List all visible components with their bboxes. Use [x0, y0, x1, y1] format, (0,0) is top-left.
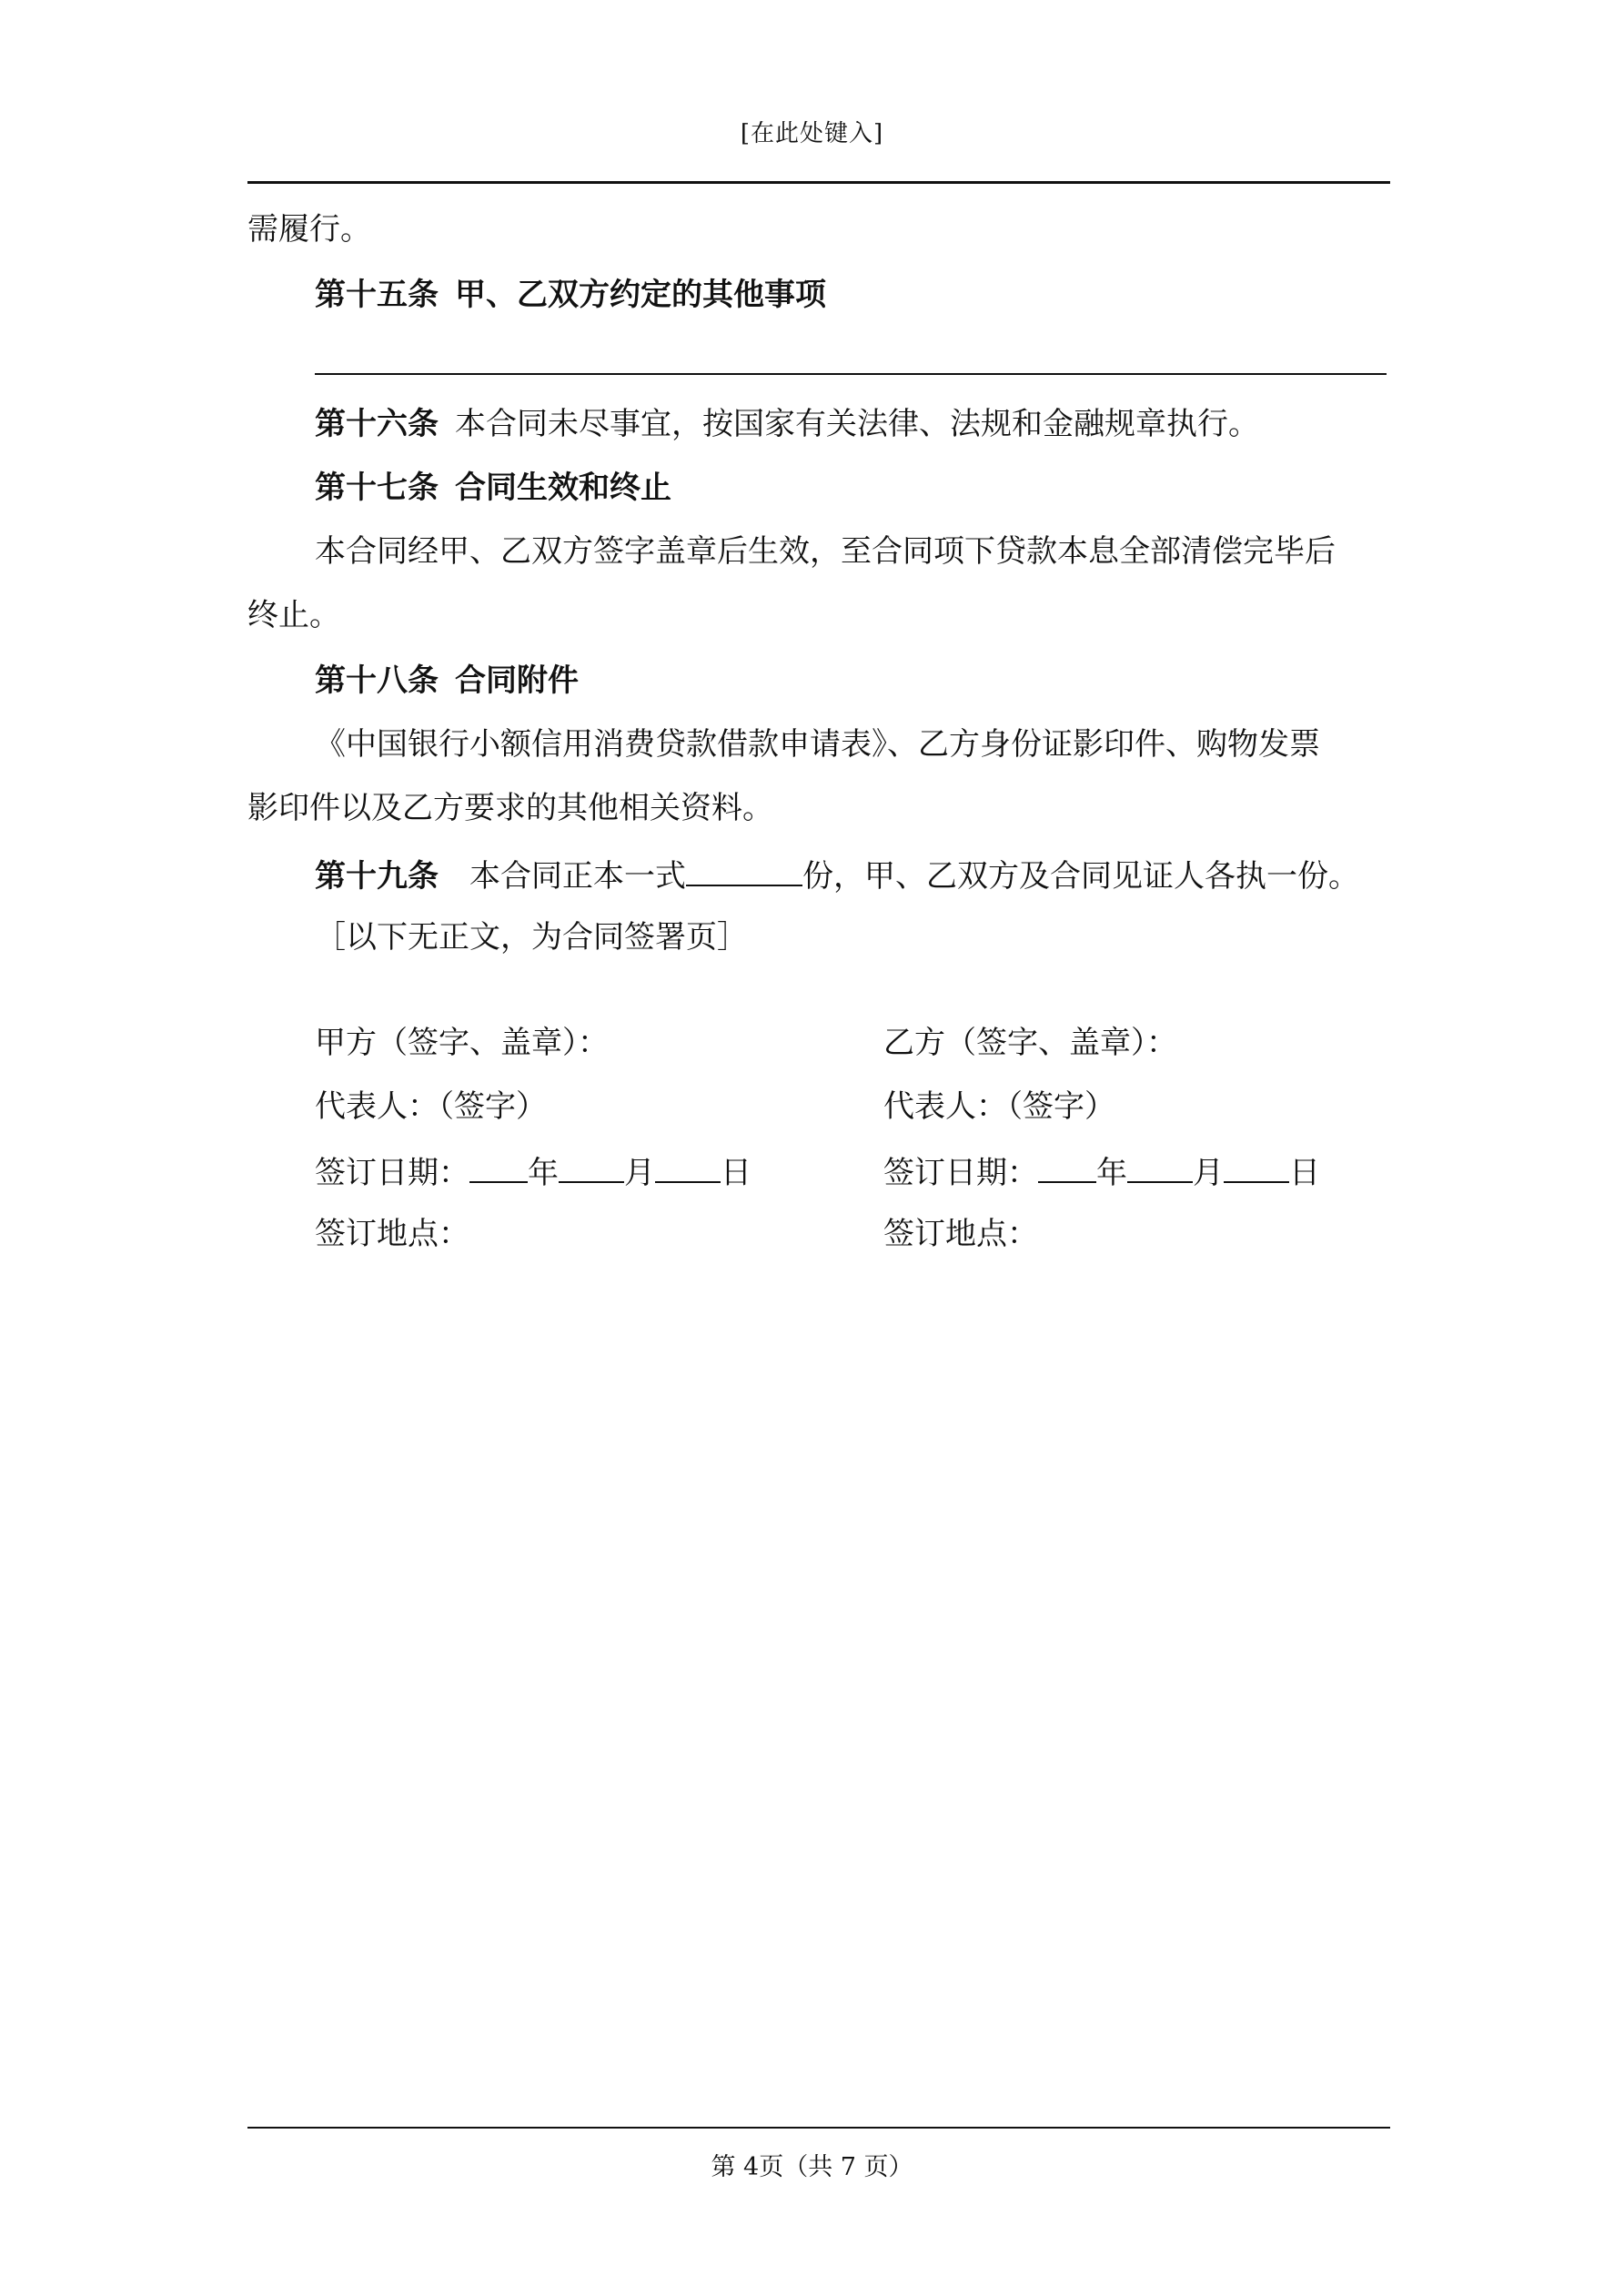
month-label: 月: [1193, 1155, 1224, 1191]
day-label: 日: [1289, 1155, 1320, 1191]
party-a-label: 甲方（签字、盖章）：: [315, 1025, 609, 1061]
year-blank: [1038, 1150, 1096, 1183]
year-label: 年: [1096, 1155, 1127, 1191]
article-19-post: 份，甲、乙双方及合同见证人各执一份。: [802, 858, 1359, 895]
end-note: ［以下无正文，为合同签署页］: [315, 919, 748, 956]
article-16-title: 第十六条: [315, 406, 439, 442]
party-b-label: 乙方（签字、盖章）：: [883, 1025, 1177, 1061]
article-19-title: 第十九条: [315, 858, 439, 895]
article-19: [315, 854, 1359, 896]
party-a-rep: 代表人：（签字）: [315, 1088, 547, 1125]
day-blank: [655, 1150, 721, 1183]
date-label: 签订日期：: [315, 1155, 469, 1191]
party-a-date: [315, 1150, 751, 1193]
article-15: [315, 275, 826, 315]
article-18-title: 第十八条: [315, 663, 439, 699]
party-b-place: 签订地点：: [883, 1216, 1038, 1252]
date-label: 签订日期：: [883, 1155, 1038, 1191]
header-rule: [247, 181, 1390, 184]
month-blank: [1127, 1150, 1193, 1183]
month-label: 月: [624, 1155, 655, 1191]
article-16-text: 本合同未尽事宜，按国家有关法律、法规和金融规章执行。: [455, 406, 1259, 442]
article-19-pre: 本合同正本一式: [469, 858, 686, 895]
article-18-para-line2: 影印件以及乙方要求的其他相关资料。: [247, 790, 773, 826]
article-18-text: 合同附件: [455, 663, 579, 699]
article-17: [315, 468, 671, 508]
article-16: [315, 404, 1259, 444]
article-17-para-line2: 终止。: [247, 597, 340, 633]
footer-rule: [247, 2127, 1390, 2129]
article-15-text: 甲、乙双方约定的其他事项: [455, 277, 826, 313]
party-a-place: 签订地点：: [315, 1216, 469, 1252]
year-label: 年: [528, 1155, 559, 1191]
party-b-date: [883, 1150, 1320, 1193]
article-18-para-line1: 《中国银行小额信用消费贷款借款申请表》、乙方身份证影印件、购物发票: [315, 726, 1320, 763]
article-15-fill-line: [315, 373, 1387, 375]
party-b-rep: 代表人：（签字）: [883, 1088, 1115, 1125]
article-17-para-line1: 本合同经甲、乙双方签字盖章后生效，至合同项下贷款本息全部清偿完毕后: [315, 533, 1336, 570]
article-18: [315, 661, 579, 701]
article-15-title: 第十五条: [315, 277, 439, 313]
day-label: 日: [721, 1155, 751, 1191]
day-blank: [1224, 1150, 1289, 1183]
copies-blank: [686, 854, 802, 886]
page-number: 第 4页（共 7 页）: [711, 2153, 913, 2181]
article-17-text: 合同生效和终止: [455, 470, 671, 506]
continued-text: 需履行。: [247, 211, 371, 248]
year-blank: [469, 1150, 528, 1183]
month-blank: [559, 1150, 624, 1183]
page-header: [在此处键入]: [740, 120, 884, 147]
article-17-title: 第十七条: [315, 470, 439, 506]
